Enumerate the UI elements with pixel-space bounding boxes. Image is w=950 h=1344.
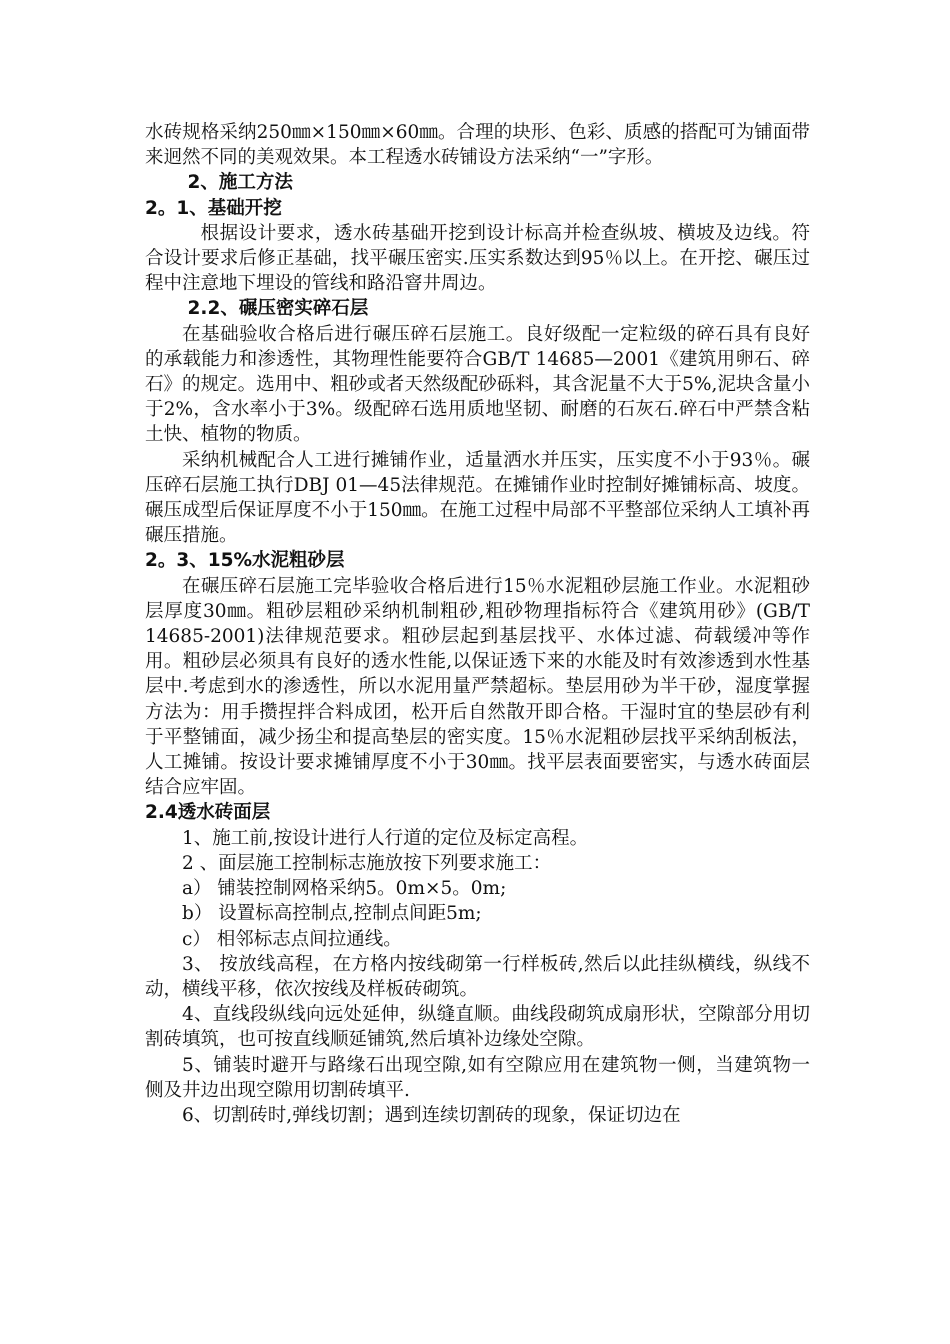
step-5: 5、铺装时避开与路缘石出现空隙,如有空隙应用在建筑物一侧，当建筑物一侧及井边出现空隙用切割砖填平. [145,1054,810,1101]
step-2c: c） 相邻标志点间拉通线。 [182,928,402,950]
step-3: 3、 按放线高程，在方格内按线砌第一行样板砖,然后以此挂纵横线，纵线不动，横线平移，依次按线及样板砖砌筑。 [145,953,810,1000]
paragraph-gravel-layer-1: 在基础验收合格后进行碾压碎石层施工。良好级配一定粒级的碎石具有良好的承载能力和渗透性，其物理性能要符合GB/T 14685—2001《建筑用卵石、碎石》的规定。选用中、粗砂或者天然级配砂砾料，其含泥量不大于5%,泥块含量小于2%，含水率小于3%。级配碎石选用质地坚韧、耐磨的石灰石.碎石中严禁含粘土快、植物的物质。 [145,323,810,446]
step-2a: a） 铺装控制网格采纳5。0m×5。0m; [182,878,507,900]
step-2b: b） 设置标高控制点,控制点间距5m; [182,903,482,925]
paragraph-foundation-excavation: 根据设计要求，透水砖基础开挖到设计标高并检查纵坡、横坡及边线。符合设计要求后修正基础，找平碾压密实.压实系数达到95％以上。在开挖、碾压过程中注意地下埋设的管线和路沿窨井周边。 [145,222,810,295]
heading-gravel-layer: 2.2、碾压密实碎石层 [187,298,369,320]
heading-permeable-brick-surface: 2.4透水砖面层 [145,802,271,824]
heading-foundation-excavation: 2。1、基础开挖 [145,197,282,219]
step-1: 1、施工前,按设计进行人行道的定位及标定高程。 [182,827,589,849]
paragraph-cement-sand-layer: 在碾压碎石层施工完毕验收合格后进行15％水泥粗砂层施工作业。水泥粗砂层厚度30㎜。粗砂层粗砂采纳机制粗砂,粗砂物理指标符合《建筑用砂》(GB/T 14685-2001)法律规范要求。粗砂层起到基层找平、水体过滤、荷载缓冲等作用。粗砂层必须具有良好的透水性能,以保证透下来的水能及时有效渗透到水性基层中.考虑到水的渗透性，所以水泥用量严禁超标。垫层用砂为半干砂，湿度掌握方法为：用手攒捏拌合料成团，松开后自然散开即合格。干湿时宜的垫层砂有利于平整铺面，减少扬尘和提高垫层的密实度。15％水泥粗砂层找平采纳刮板法，人工摊铺。按设计要求摊铺厚度不小于30㎜。找平层表面要密实，与透水砖面层结合应牢固。 [145,575,810,799]
paragraph-gravel-layer-2: 采纳机械配合人工进行摊铺作业，适量洒水并压实，压实度不小于93％。碾压碎石层施工执行DBJ 01—45法律规范。在摊铺作业时控制好摊铺标高、坡度。碾压成型后保证厚度不小于150㎜。在施工过程中局部不平整部位采纳人工填补再碾压措施。 [145,449,810,547]
heading-cement-sand-layer: 2。3、15%水泥粗砂层 [145,550,345,572]
document-page [145,120,810,1128]
paragraph-brick-spec: 水砖规格采纳250㎜×150㎜×60㎜。合理的块形、色彩、质感的搭配可为铺面带来迥然不同的美观效果。本工程透水砖铺设方法采纳“一”字形。 [145,122,810,169]
step-4: 4、直线段纵线向远处延伸，纵缝直顺。曲线段砌筑成扇形状，空隙部分用切割砖填筑，也可按直线顺延铺筑,然后填补边缘处空隙。 [145,1004,810,1051]
step-2: 2 、面层施工控制标志施放按下列要求施工： [182,852,552,874]
step-6: 6、切割砖时,弹线切割；遇到连续切割砖的现象，保证切边在 [182,1104,681,1126]
heading-construction-method: 2、施工方法 [187,172,293,194]
